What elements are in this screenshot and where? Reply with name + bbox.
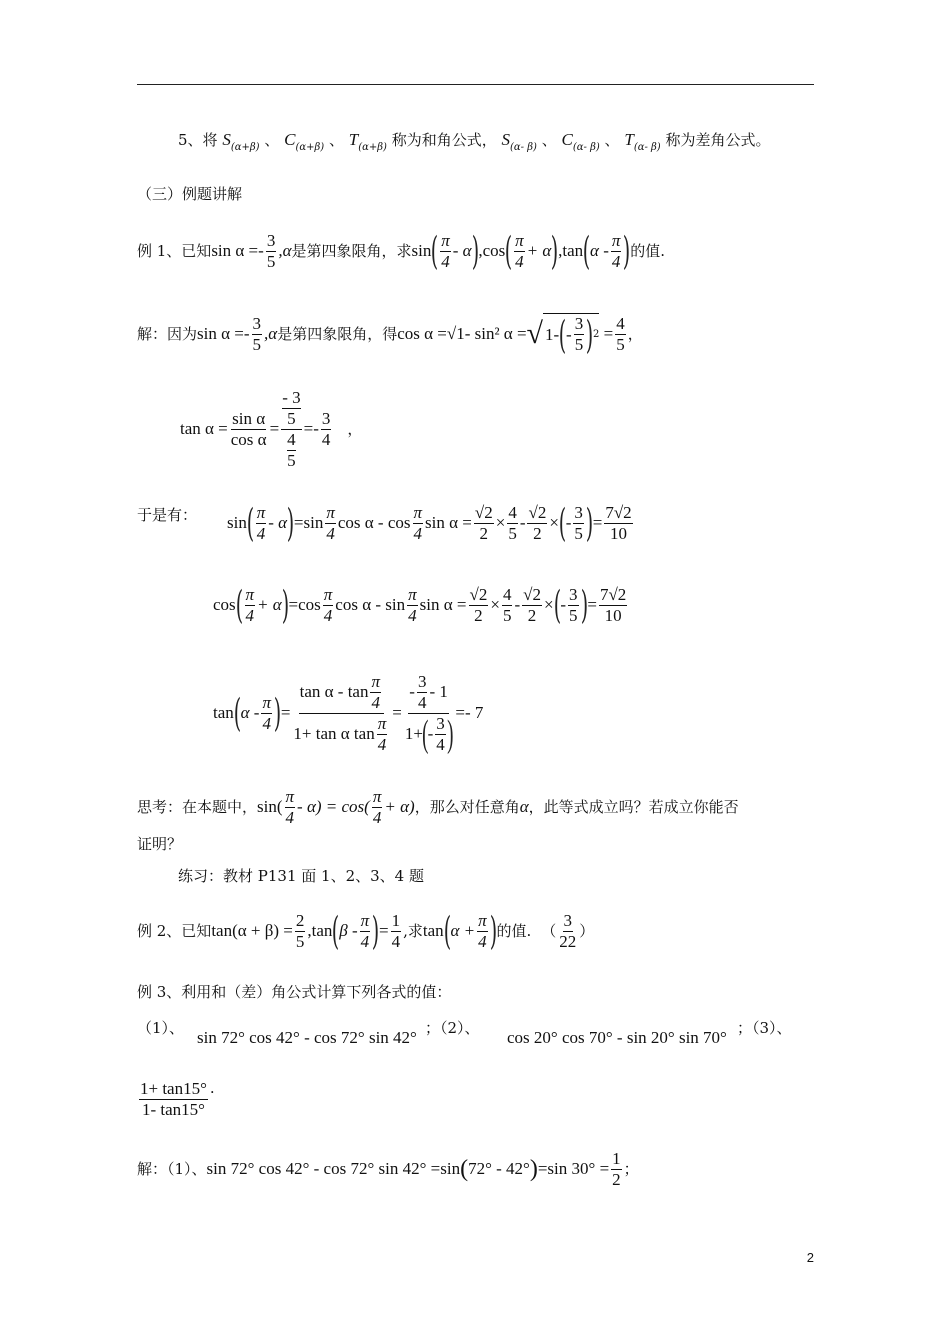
tan-alpha-line: tan α = $\frac{\text{sin α}}{\text{cos α}}$ = - 3 5 4 5 =- $\frac{3}{4}$ ， [180,387,363,470]
cos-result-line: cos ( $\frac{\pi}{4}$ + α ) =cos $\frac{\pi}{4}$ cos α - sin $\frac{\pi}{4}$ sin α = $\frac{√2}{2}$ × $\frac{4}{5}$ - $\frac{√2}{2}$ × ( - $\frac{3}{5}$ ) = $\frac{7√2}{10}$ [213,583,627,627]
sin-result-line: 于是有： sin ( $\frac{\pi}{4}$ - α ) =sin $\frac{\pi}{4}$ cos α - cos $\frac{\pi}{4}$ sin α = $\frac{√2}{2}$ × $\frac{4}{5}$ - $\frac{√2}{2}$ × ( - $\frac{3}{5}$ ) = $\frac{7√2}{10}$ [137,501,632,545]
example-2-statement: 例 2、已知 tan(α + β) = $\frac{2}{5}$ ,tan ( β - $\frac{\pi}{4}$ ) = $\frac{1}{4}$ ,求 tan ( α + $\frac{\pi}{4}$ ) 的值. （ $\frac{3}{22}$ ） [137,909,595,953]
think-question-cont: 证明？ [137,835,183,853]
solution-1-cos: 解：因为 sin α =- $\frac{3}{5}$ ,α 是第四象限角，得 cos α =√1- sin² α = √ 1- ( - $\frac{3}{5}$ ) 2 = $\frac{4}{5}$ ， [137,312,643,357]
example-3-statement: 例 3、利用和（差）角公式计算下列各式的值： [137,983,452,1001]
section-heading: （三）例题讲解 [137,185,243,203]
practice-line: 练习：教材 P131 面 1、2、3、4 题 [178,867,424,885]
example-1-statement: 例 1、已知 sin α =- $\frac{3}{5}$ ,α 是第四象限角，求 sin ( $\frac{\pi}{4}$ - α ) ,cos ( $\frac{\pi}{4}$ + α ) ,tan ( α - $\frac{\pi}{4}$ ) 的值. [137,229,665,273]
solution-3-part1: 解：（1）、 sin 72° cos 42° - cos 72° sin 42° =sin ( 72° - 42° ) =sin 30° = $\frac{1}{2}$ ； [137,1148,639,1189]
example-3-items: （1）、 sin 72° cos 42° - cos 72° sin 42° ；（2）、 cos 20° cos 70° - sin 20° sin 70° ；（3）、 [137,1019,792,1047]
page-number: 2 [806,1250,814,1265]
tan-result-line: tan ( α - $\frac{\pi}{4}$ ) = tan α - tan $\frac{\pi}{4}$ 1+ tan α tan $\frac{\pi}{4}$ = - $\frac{3}{4}$ - 1 1+ ( - $\frac{3}{4}$ ) =- 7 [213,671,484,755]
header-rule [137,84,814,85]
example-3-item3: $\frac{1+ \tan 15^\circ}{1- \tan 15^\circ}$ . [140,1078,215,1119]
think-question: 思考：在本题中， sin( $\frac{\pi}{4}$ - α) = cos( $\frac{\pi}{4}$ + α) ，那么对任意角 α ，此等式成立吗？若成立你能否 [137,786,739,827]
formula-naming-line: 5、将 $S_{(\alpha+\beta)}$ 、 $C_{(\alpha+\beta)}$ 、 $T_{(\alpha+\beta)}$ 称为和角公式， $S_{(\alpha- \beta)}$ 、 $C_{(\alpha- \beta)}$ 、 $T_{(\alpha- \beta)}$ 称为差角公式。 [178,130,771,153]
